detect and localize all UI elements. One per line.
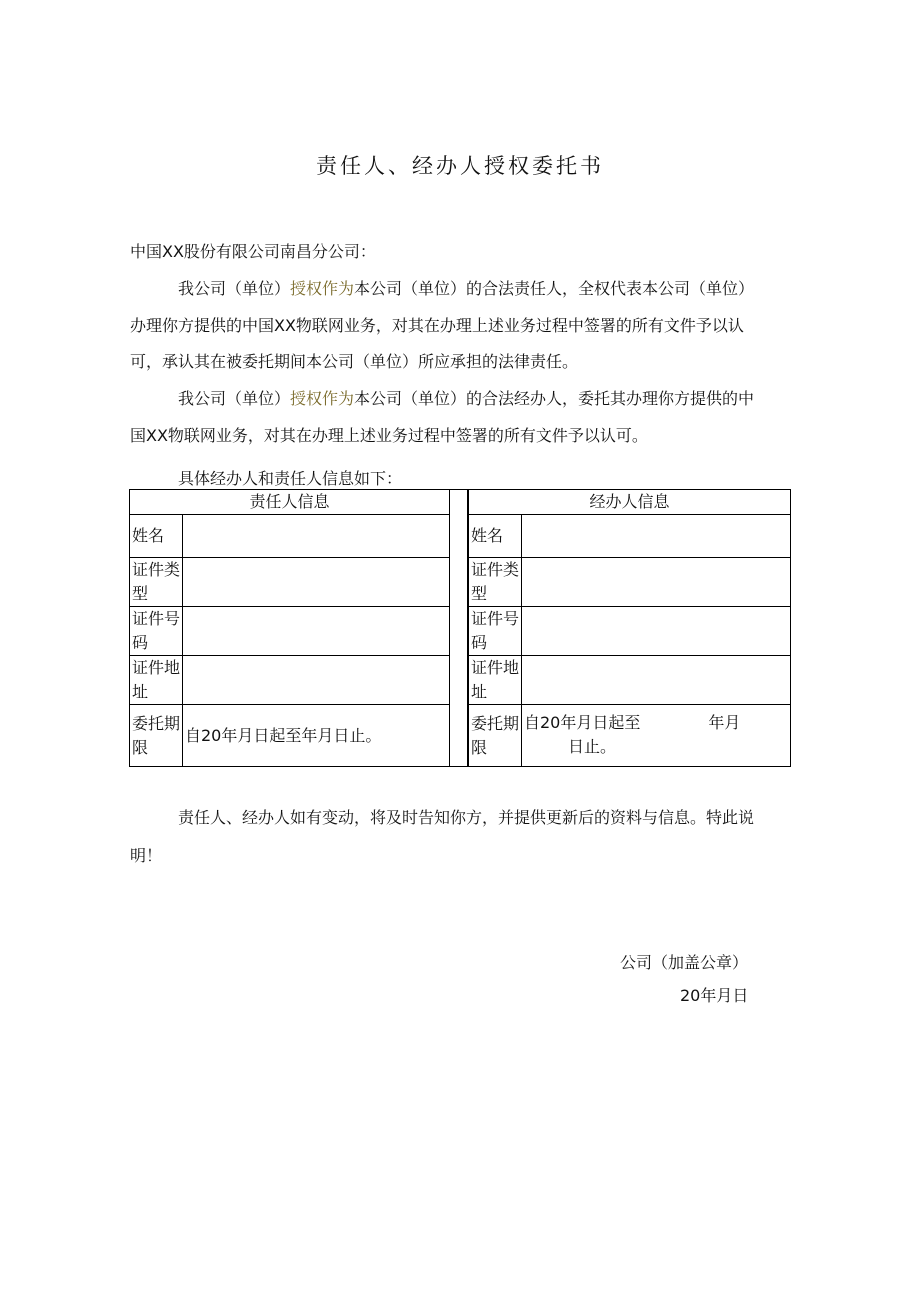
row-label-id-type: 证件类型 [469,558,522,607]
id-type-value-field[interactable] [183,558,450,607]
document-title: 责任人、经办人授权委托书 [316,154,604,178]
table-spacer-column [449,489,468,767]
para1-rest: 本公司（单位）的合法责任人，全权代表本公司（单位） [354,279,755,298]
id-address-value-field[interactable] [522,656,791,705]
name-value-field[interactable] [522,515,791,558]
para1-highlight: 授权作为 [290,279,355,298]
para1-line3: 可，承认其在被委托期间本公司（单位）所应承担的法律责任。 [130,352,579,371]
id-number-value-field[interactable] [183,607,450,656]
id-number-value-field[interactable] [522,607,791,656]
handler-table-header: 经办人信息 [469,490,791,515]
para1-line1 [178,279,754,299]
para1-prefix: 我公司（单位） [178,279,291,298]
para2-highlight: 授权作为 [290,389,355,408]
row-label-period: 委托期限 [469,705,522,767]
row-label-id-address: 证件地址 [130,656,183,705]
company-seal-label: 公司（加盖公章） [620,953,749,972]
signature-date: 20年月日 [680,986,749,1005]
para2-prefix: 我公司（单位） [178,389,291,408]
row-label-id-number: 证件号码 [469,607,522,656]
para2-rest: 本公司（单位）的合法经办人，委托其办理你方提供的中 [354,389,755,408]
period-value-year-month: 年月 [708,713,741,732]
closing-line2: 明！ [130,846,163,865]
period-value-field[interactable]: 自20年月日起至年月日止。 [183,705,450,767]
row-label-id-type: 证件类型 [130,558,183,607]
closing-line1: 责任人、经办人如有变动，将及时告知你方，并提供更新后的资料与信息。特此说 [178,808,755,827]
para2-line1 [178,389,754,409]
period-value-end: 日止。 [568,737,617,756]
row-label-name: 姓名 [469,515,522,558]
row-label-id-address: 证件地址 [469,656,522,705]
period-value-start: 自20年月日起至 [524,713,641,732]
row-label-period: 委托期限 [130,705,183,767]
table-intro: 具体经办人和责任人信息如下： [178,469,403,488]
para1-line2: 办理你方提供的中国XX物联网业务，对其在办理上述业务过程中签署的所有文件予以认 [130,316,744,335]
row-label-name: 姓名 [130,515,183,558]
id-address-value-field[interactable] [183,656,450,705]
name-value-field[interactable] [183,515,450,558]
period-value-field[interactable] [522,705,791,767]
addressee: 中国XX股份有限公司南昌分公司： [130,242,376,261]
para2-line2: 国XX物联网业务，对其在办理上述业务过程中签署的所有文件予以认可。 [130,426,648,445]
row-label-id-number: 证件号码 [130,607,183,656]
id-type-value-field[interactable] [522,558,791,607]
spacer-cell [450,490,468,767]
responsible-table-header: 责任人信息 [130,490,450,515]
responsible-person-table [129,489,450,767]
handler-table [468,489,791,767]
